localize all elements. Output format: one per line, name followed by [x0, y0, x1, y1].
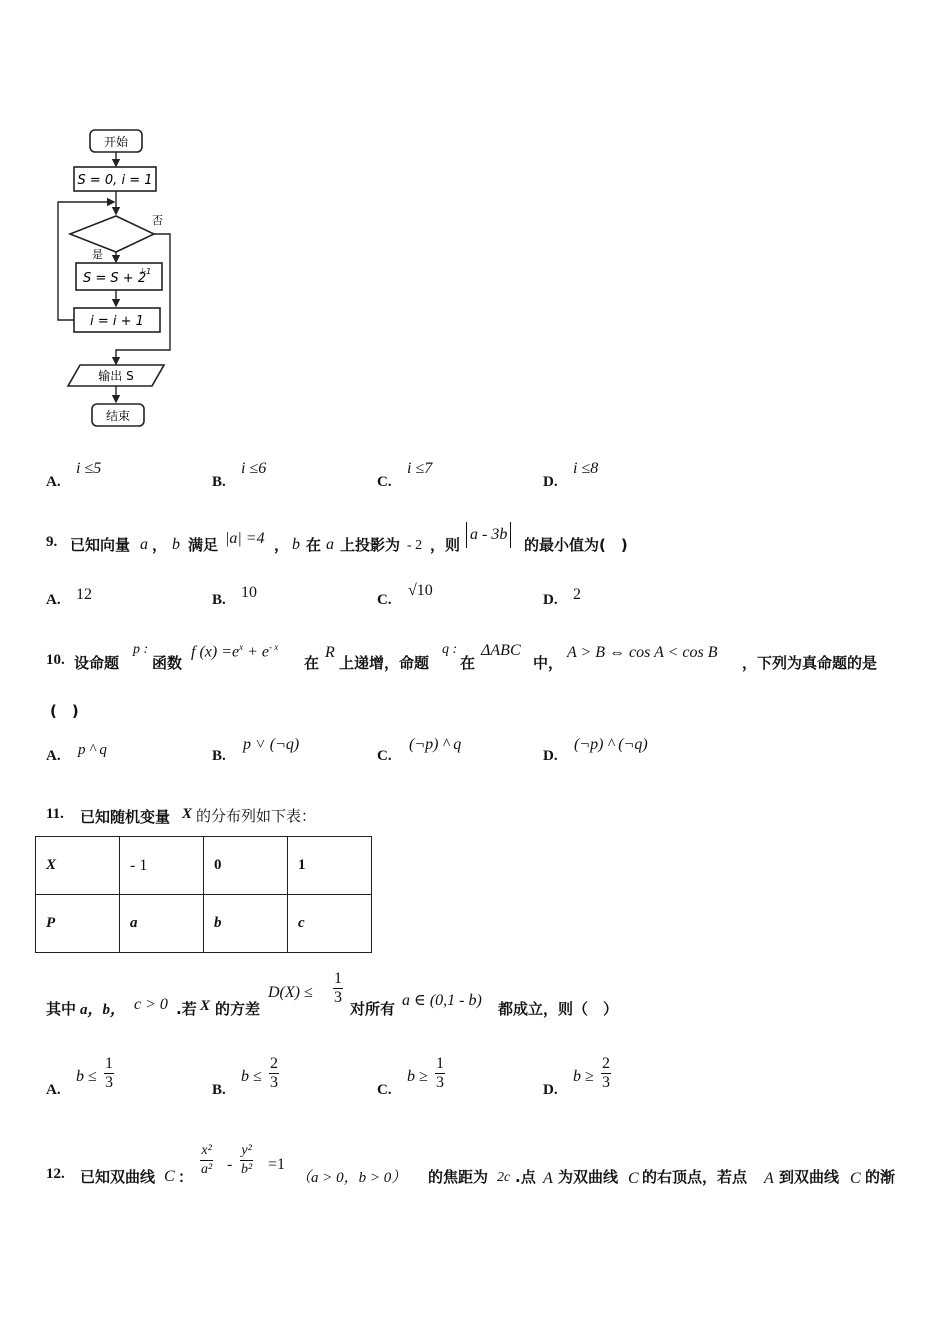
q9-text-3: ，	[274, 536, 290, 554]
table-cell: P	[36, 895, 120, 953]
q11-line2-cond: c > 0	[134, 996, 168, 1013]
q11-number: 11.	[46, 806, 64, 822]
flow-no-label: 否	[152, 214, 163, 227]
q9-projection: - 2	[407, 538, 423, 553]
q11-line2-X: X	[200, 998, 211, 1014]
q10-p: p :	[133, 642, 149, 657]
q11-line2-text-1: 其中	[46, 1000, 77, 1018]
q11-line2-text-4: 对所有	[350, 1000, 396, 1018]
q12-text-6: 的右顶点，若点	[642, 1168, 748, 1186]
q12-A-2: A	[764, 1170, 774, 1187]
q12-C: C	[164, 1168, 175, 1185]
distribution-table	[35, 836, 372, 953]
q8-option-a-label: A.	[46, 474, 61, 490]
q11-option-d-lhs: b ≥	[573, 1068, 594, 1085]
q10-func: f $(x) =e^x + e^{- x}$	[191, 642, 279, 661]
q11-text-1: 已知随机变量	[80, 808, 171, 826]
q10-text-7: ，下列为真命题的是	[742, 654, 878, 672]
q9-option-d-text: 2	[573, 586, 581, 603]
flow-update-i-text: i = i + 1	[90, 314, 144, 329]
q10-q: q :	[442, 642, 458, 657]
table-row	[36, 837, 372, 895]
flow-init-text: S = 0, i = 1	[77, 173, 153, 188]
q11-option-c-lhs: b ≥	[407, 1068, 428, 1085]
q11-option-b-label: B.	[212, 1082, 226, 1098]
flow-update-s-box	[76, 263, 162, 290]
table-cell: c	[288, 895, 372, 953]
flow-update-s-text: S = S + 2	[83, 271, 147, 286]
flow-decision	[70, 216, 154, 252]
flow-start-text: 开始	[103, 135, 129, 149]
q11-option-a-fraction: $\frac{1}{3}$	[105, 1055, 113, 1091]
flow-output-text: 输出 S	[98, 369, 134, 383]
q10-R: R	[325, 644, 335, 661]
q10-text-4: 上递增，命题	[339, 654, 430, 672]
q11-option-d-label: D.	[543, 1082, 558, 1098]
q9-vec-a-2: a	[326, 536, 334, 553]
q9-comma: ，	[152, 536, 168, 554]
q9-vec-a: a	[140, 536, 148, 553]
table-cell: 1	[288, 837, 372, 895]
q10-option-b-label: B.	[212, 748, 226, 764]
q12-text-7: 到双曲线	[779, 1168, 840, 1186]
q11-line2-fraction: $\frac{1}{3}$	[334, 970, 342, 1006]
q9-option-d-label: D.	[543, 592, 558, 608]
q12-text-4: .点	[515, 1168, 536, 1186]
q8-option-b-label: B.	[212, 474, 226, 490]
q10-paren: ( )	[50, 702, 79, 720]
q9-vec-b: b	[172, 536, 180, 553]
q11-option-c-fraction: $\frac{1}{3}$	[436, 1055, 444, 1091]
flow-update-i-box	[74, 308, 160, 332]
flow-start-box	[90, 130, 142, 152]
q10-text-3: 在	[304, 654, 320, 672]
q8-option-c-label: C.	[377, 474, 392, 490]
q11-line2-text-5: 都成立，则（ ）	[498, 1000, 619, 1018]
q12-text-5: 为双曲线	[558, 1168, 619, 1186]
q10-option-a-text: p ^ q	[78, 742, 107, 758]
table-cell: a	[120, 895, 204, 953]
q8-option-b-text: i ≤6	[241, 460, 267, 477]
q11-text-2: 的分布列如下表：	[196, 809, 317, 825]
q9-norm-a: |a| =4	[225, 530, 265, 547]
q10-triangle: ΔABC	[481, 642, 521, 659]
table-cell: - 1	[120, 837, 204, 895]
q10-number: 10.	[46, 652, 65, 668]
q12-text-1: 已知双曲线	[80, 1168, 156, 1186]
q10-text-2: 函数	[152, 654, 183, 672]
q9-text-1: 已知向量	[70, 536, 131, 554]
flow-update-s-exp: i-1	[141, 267, 152, 276]
q9-option-a-text: 12	[76, 586, 92, 603]
q10-text-6: 中，	[533, 654, 564, 672]
q10-text-5: 在	[460, 654, 476, 672]
q11-X: X	[182, 806, 193, 822]
table-cell: 0	[204, 837, 288, 895]
q10-option-c-text: (¬p) ^ q	[409, 736, 462, 753]
q12-A: A	[543, 1170, 553, 1187]
q10-option-d-label: D.	[543, 748, 558, 764]
q9-text-5: 上投影为	[340, 536, 401, 554]
q12-text-3: 的焦距为	[428, 1168, 489, 1186]
q12-equals: =1	[268, 1156, 286, 1173]
q9-option-c-label: C.	[377, 592, 392, 608]
q12-focal: 2c	[497, 1170, 511, 1185]
flow-end-box	[92, 404, 144, 426]
q12-condition: （a > 0，b > 0）	[296, 1170, 407, 1186]
q11-line2-text-3: 的方差	[215, 1000, 261, 1018]
q11-option-b-lhs: b ≤	[241, 1068, 262, 1085]
q11-option-d-fraction: $\frac{2}{3}$	[602, 1055, 610, 1091]
q11-line2-range: a ∈ (0,1 - b)	[402, 992, 482, 1009]
q12-y-fraction: $\frac{\text{y²}}{\text{b²}}$	[241, 1143, 253, 1177]
q11-option-b-fraction: $\frac{2}{3}$	[270, 1055, 278, 1091]
q8-option-d-label: D.	[543, 474, 558, 490]
q10-option-a-label: A.	[46, 748, 61, 764]
q11-line2-vars: a，b，	[80, 1002, 126, 1018]
q10-condition: A > B ⇔ cos A < cos B	[567, 644, 718, 661]
q12-C-2: C	[628, 1170, 639, 1187]
q11-line2-text-2: .若	[176, 1000, 197, 1018]
flow-output-box	[68, 365, 164, 386]
q12-minus: -	[227, 1156, 233, 1173]
q9-option-a-label: A.	[46, 592, 61, 608]
q9-vec-b-2: b	[292, 536, 300, 553]
q9-option-b-text: 10	[241, 584, 257, 601]
q9-option-b-label: B.	[212, 592, 226, 608]
q9-text-2: 满足	[188, 536, 219, 554]
q12-text-8: 的渐	[865, 1168, 896, 1186]
q12-x-fraction: $\frac{\text{x²}}{\text{a²}}$	[201, 1143, 213, 1177]
q9-number: 9.	[46, 534, 58, 550]
q11-option-c-label: C.	[377, 1082, 392, 1098]
q9-option-c-text: √10	[408, 582, 433, 599]
q8-option-d-text: i ≤8	[573, 460, 599, 477]
q12-number: 12.	[46, 1166, 65, 1182]
q9-text-4: 在	[306, 536, 322, 554]
q9-text-7: 的最小值为( )	[524, 536, 628, 554]
flowchart	[50, 122, 250, 442]
q10-option-c-label: C.	[377, 748, 392, 764]
q11-line2-dx: D(X) ≤	[268, 984, 313, 1001]
q11-option-a-label: A.	[46, 1082, 61, 1098]
q12-C-3: C	[850, 1170, 861, 1187]
flow-end-text: 结束	[105, 409, 131, 423]
q11-option-a-lhs: b ≤	[76, 1068, 97, 1085]
q10-text-1: 设命题	[74, 654, 120, 672]
flow-init-box	[74, 167, 156, 191]
table-row	[36, 895, 372, 953]
q10-option-d-text: (¬p) ^ (¬q)	[574, 736, 648, 753]
q9-text-6: ，则	[430, 536, 461, 554]
flow-yes-label: 是	[92, 248, 103, 261]
table-cell: X	[36, 837, 120, 895]
table-cell: b	[204, 895, 288, 953]
q9-expression: a - 3b	[466, 522, 511, 548]
q8-option-c-text: i ≤7	[407, 460, 433, 477]
q10-option-b-text: p ˅ (¬q)	[243, 736, 300, 753]
q12-text-2: ：	[178, 1168, 194, 1186]
q8-option-a-text: i ≤5	[76, 460, 102, 477]
